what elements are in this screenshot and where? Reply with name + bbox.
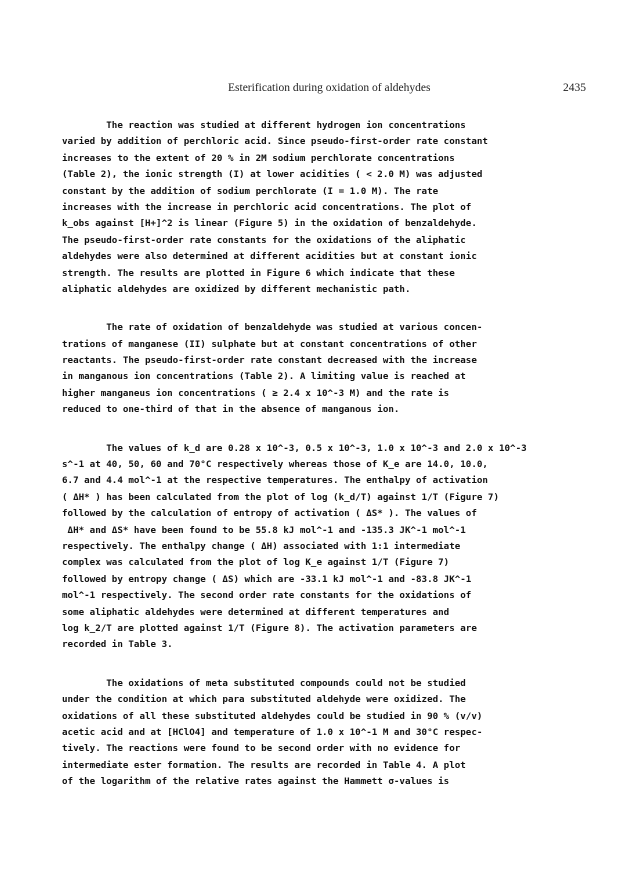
running-title: Esterification during oxidation of aldehydes xyxy=(228,82,431,94)
text-line: complex was calculated from the plot of log K_e against 1/T (Figure 7) xyxy=(62,557,450,569)
text-line: trations of manganese (II) sulphate but at constant concentrations of other xyxy=(62,338,477,350)
text-line: respectively. The enthalpy change ( ΔH) associated with 1:1 intermediate xyxy=(62,540,461,552)
text-line: in manganous ion concentrations (Table 2). A limiting value is reached at xyxy=(62,371,466,383)
text-line: varied by addition of perchloric acid. Since pseudo-first-order rate constant xyxy=(62,136,488,148)
text-line: increases with the increase in perchloric acid concentrations. The plot of xyxy=(62,201,472,213)
text-line: some aliphatic aldehydes were determined at different temperatures and xyxy=(62,606,450,618)
text-line: increases to the extent of 20 % in 2M sodium perchlorate concentrations xyxy=(62,152,455,164)
page-header xyxy=(0,82,625,98)
text-line: mol^-1 respectively. The second order rate constants for the oxidations of xyxy=(62,590,472,602)
body-text xyxy=(62,118,582,790)
text-line: under the condition at which para substituted aldehyde were oxidized. The xyxy=(62,694,466,706)
text-line: of the logarithm of the relative rates against the Hammett σ-values is xyxy=(62,776,450,788)
text-line: s^-1 at 40, 50, 60 and 70°C respectively whereas those of K_e are 14.0, 10.0, xyxy=(62,459,488,471)
paragraph-manganese xyxy=(62,320,582,418)
text-line: ( ΔH* ) has been calculated from the plot of log (k_d/T) against 1/T (Figure 7) xyxy=(62,491,499,503)
text-line: oxidations of all these substituted aldehydes could be studied in 90 % (v/v) xyxy=(62,710,483,722)
text-line: log k_2/T are plotted against 1/T (Figure 8). The activation parameters are xyxy=(62,622,477,634)
text-line: aldehydes were also determined at different acidities but at constant ionic xyxy=(62,251,477,263)
text-line: followed by entropy change ( ΔS) which are -33.1 kJ mol^-1 and -83.8 JK^-1 xyxy=(62,573,472,585)
text-line: intermediate ester formation. The results are recorded in Table 4. A plot xyxy=(62,759,466,771)
text-line: followed by the calculation of entropy of activation ( ΔS* ). The values of xyxy=(62,508,477,520)
paragraph-substituted xyxy=(62,676,582,791)
text-line: higher manganeus ion concentrations ( ≥ 2.4 x 10^-3 M) and the rate is xyxy=(62,387,450,399)
paragraph-activation xyxy=(62,441,582,654)
text-line: strength. The results are plotted in Figure 6 which indicate that these xyxy=(62,267,455,279)
page-number: 2435 xyxy=(563,82,586,94)
text-line: ΔH* and ΔS* have been found to be 55.8 kJ mol^-1 and -135.3 JK^-1 mol^-1 xyxy=(62,524,466,536)
text-line: aliphatic aldehydes are oxidized by different mechanistic path. xyxy=(62,283,411,295)
text-line: recorded in Table 3. xyxy=(62,639,173,651)
text-line: The rate of oxidation of benzaldehyde was studied at various concen- xyxy=(62,322,483,334)
text-line: reactants. The pseudo-first-order rate constant decreased with the increase xyxy=(62,355,477,367)
paragraph-acidity xyxy=(62,118,582,298)
text-line: tively. The reactions were found to be second order with no evidence for xyxy=(62,743,461,755)
text-line: reduced to one-third of that in the absence of manganous ion. xyxy=(62,404,400,416)
text-line: (Table 2), the ionic strength (I) at lower acidities ( < 2.0 M) was adjusted xyxy=(62,169,483,181)
text-line: constant by the addition of sodium perchlorate (I = 1.0 M). The rate xyxy=(62,185,439,197)
text-line: The pseudo-first-order rate constants for the oxidations of the aliphatic xyxy=(62,234,466,246)
text-line: acetic acid and at [HClO4] and temperature of 1.0 x 10^-1 M and 30°C respec- xyxy=(62,726,483,738)
text-line: The reaction was studied at different hydrogen ion concentrations xyxy=(62,120,466,131)
text-line: The values of k_d are 0.28 x 10^-3, 0.5 x 10^-3, 1.0 x 10^-3 and 2.0 x 10^-3 xyxy=(62,442,527,454)
text-line: 6.7 and 4.4 mol^-1 at the respective temperatures. The enthalpy of activation xyxy=(62,475,488,487)
text-line: k_obs against [H+]^2 is linear (Figure 5) in the oxidation of benzaldehyde. xyxy=(62,218,477,230)
text-line: The oxidations of meta substituted compounds could not be studied xyxy=(62,677,466,689)
